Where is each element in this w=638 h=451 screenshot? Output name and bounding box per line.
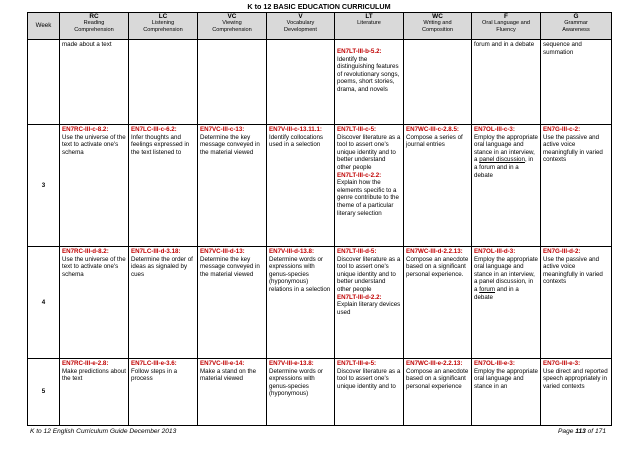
- cell-rc: EN7RC-III-e-2.8: Make predictions about the text: [60, 359, 129, 426]
- cell-g: EN7G-III-c-2: Use the passive and active voice meaningfully in varied contexts: [541, 125, 612, 247]
- footer-guide-title: K to 12 English Curriculum Guide December 2013: [30, 428, 177, 435]
- cell-lt: EN7LT-III-c-5: Discover literature as a tool to assert one's unique identity and to better understand other people EN7LT-III-c-2.2: Explain how the elements specific to a genre contribute to the theme of a particular literary selection: [335, 125, 404, 247]
- cell-rc: made about a text: [60, 40, 129, 125]
- cell-rc: EN7RC-III-d-8.2: Use the universe of the text to activate one's schema: [60, 247, 129, 359]
- header-lt: LT Literature: [335, 13, 404, 40]
- header-v: V Vocabulary Development: [267, 13, 335, 40]
- cell-lc: EN7LC-III-c-6.2: Infer thoughts and feelings expressed in the text listened to: [129, 125, 198, 247]
- header-vc: VC Viewing Comprehension: [198, 13, 267, 40]
- cell-wc: [404, 40, 472, 125]
- table-row: [28, 125, 612, 247]
- cell-vc: EN7VC-III-c-13: Determine the key message conveyed in the material viewed: [198, 125, 267, 247]
- cell-lt: EN7LT-III-d-5: Discover literature as a tool to assert one's unique identity and to better understand other people EN7LT-III-d-2.2: Explain literary devices used: [335, 247, 404, 359]
- header-rc: RC Reading Comprehension: [60, 13, 129, 40]
- header-row: [28, 13, 612, 40]
- cell-rc: EN7RC-III-c-8.2: Use the universe of the text to activate one's schema: [60, 125, 129, 247]
- cell-v: EN7V-III-c-13.11.1: Identify collocations used in a selection: [267, 125, 335, 247]
- table-row: [28, 247, 612, 359]
- cell-lt: EN7LT-III-e-5: Discover literature as a tool to assert one's unique identity and to: [335, 359, 404, 426]
- cell-wc: EN7WC-III-e-2.2.13: Compose an anecdote based on a significant personal experience: [404, 359, 472, 426]
- week-number: 5: [28, 359, 60, 426]
- cell-f: EN7OL-III-d-3: Employ the appropriate oral language and stance in an interview, a panel discussion, in a forum and in a debate: [472, 247, 541, 359]
- cell-f: forum and in a debate: [472, 40, 541, 125]
- cell-g: sequence and summation: [541, 40, 612, 125]
- cell-g: EN7G-III-e-3: Use direct and reported speech appropriately in varied contexts: [541, 359, 612, 426]
- cell-lc: [129, 40, 198, 125]
- cell-g: EN7G-III-d-2: Use the passive and active voice meaningfully in varied contexts: [541, 247, 612, 359]
- week-number: 3: [28, 125, 60, 247]
- cell-lt: EN7LT-III-b-5.2: Identify the distinguishing features of revolutionary songs, poems, short stories, drama, and novels: [335, 40, 404, 125]
- cell-wc: EN7WC-III-c-2.8.5: Compose a series of journal entries: [404, 125, 472, 247]
- cell-wc: EN7WC-III-d-2.2.13: Compose an anecdote based on a significant personal experience.: [404, 247, 472, 359]
- curriculum-table: [27, 12, 612, 426]
- cell-vc: EN7VC-III-d-13: Determine the key message conveyed in the material viewed: [198, 247, 267, 359]
- header-f: F Oral Language and Fluency: [472, 13, 541, 40]
- header-lc: LC Listening Comprehension: [129, 13, 198, 40]
- cell-lc: EN7LC-III-d-3.18: Determine the order of ideas as signaled by cues: [129, 247, 198, 359]
- cell-v: EN7V-III-d-13.8: Determine words or expressions with genus-species (hyponymous) relations in a selection: [267, 247, 335, 359]
- cell-vc: EN7VC-III-e-14: Make a stand on the material viewed: [198, 359, 267, 426]
- table-row: [28, 359, 612, 426]
- week-cell: [28, 40, 60, 125]
- cell-v: [267, 40, 335, 125]
- cell-f: EN7OL-III-c-3: Employ the appropriate oral language and stance in an interview, a panel discussion, in a forum and in a debate: [472, 125, 541, 247]
- document-title: K to 12 BASIC EDUCATION CURRICULUM: [247, 2, 391, 11]
- header-g: G Grammar Awareness: [541, 13, 612, 40]
- cell-vc: [198, 40, 267, 125]
- cell-f: EN7OL-III-e-3: Employ the appropriate oral language and stance in an: [472, 359, 541, 426]
- table-row: [28, 40, 612, 125]
- cell-v: EN7V-III-e-13.8: Determine words or expressions with genus-species (hyponymous): [267, 359, 335, 426]
- week-header: Week: [28, 13, 60, 40]
- footer-page-number: Page 113 of 171: [558, 428, 606, 435]
- cell-lc: EN7LC-III-e-3.6: Follow steps in a process: [129, 359, 198, 426]
- header-wc: WC Writing and Composition: [404, 13, 472, 40]
- week-number: 4: [28, 247, 60, 359]
